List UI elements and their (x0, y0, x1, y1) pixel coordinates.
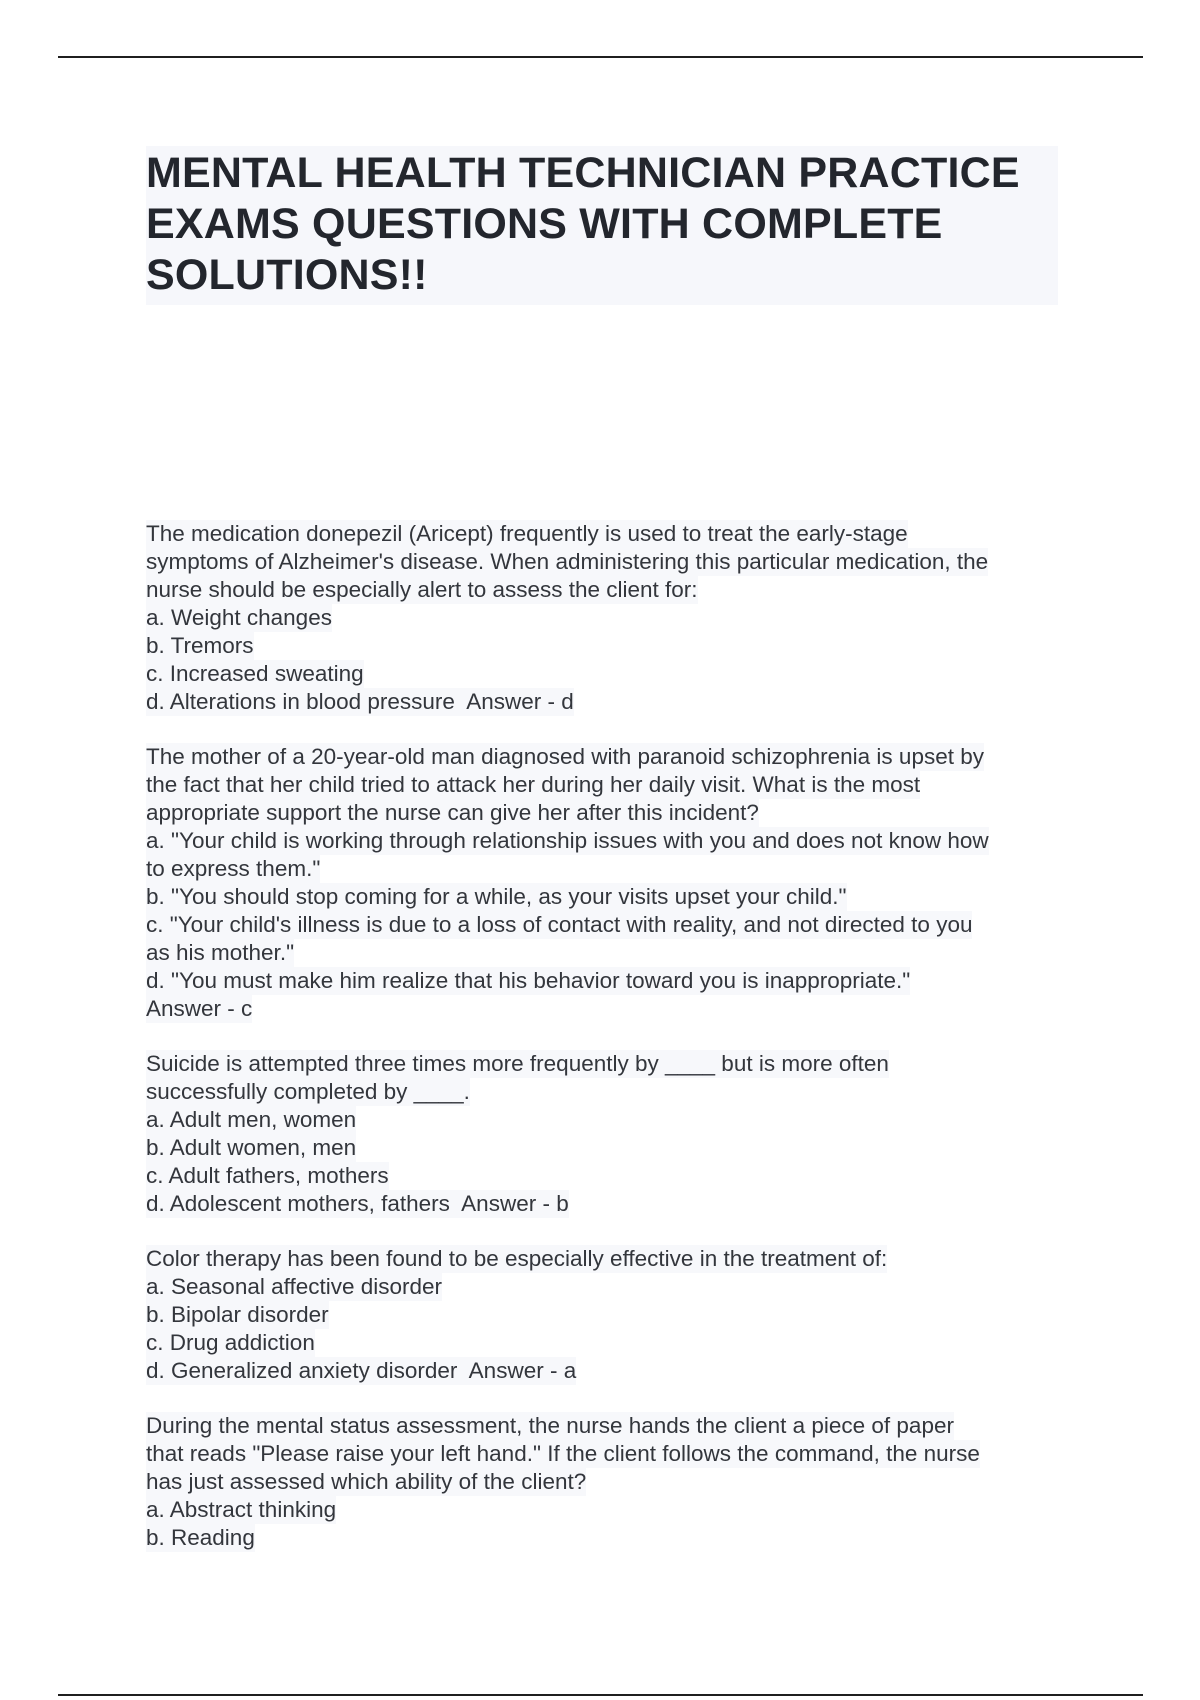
option-line: a. "Your child is working through relationship issues with you and does not know how (146, 828, 989, 853)
option-line: as his mother." (146, 940, 295, 965)
option-line: d. "You must make him realize that his behavior toward you is inappropriate." (146, 968, 911, 993)
option-line: b. Bipolar disorder (146, 1302, 329, 1327)
option-line: c. Drug addiction (146, 1330, 315, 1355)
question-line: During the mental status assessment, the nurse hands the client a piece of paper (146, 1413, 954, 1438)
question-5 (146, 1412, 1061, 1552)
question-line: appropriate support the nurse can give her after this incident? (146, 800, 759, 825)
option-line: a. Seasonal affective disorder (146, 1274, 443, 1299)
option-line: c. Increased sweating (146, 661, 364, 686)
question-line: successfully completed by ____. (146, 1079, 470, 1104)
question-line: that reads "Please raise your left hand." If the client follows the command, the nurse (146, 1441, 980, 1466)
question-line: Suicide is attempted three times more frequently by ____ but is more often (146, 1051, 889, 1076)
question-line: The mother of a 20-year-old man diagnosed with paranoid schizophrenia is upset by (146, 744, 984, 769)
option-line: b. Reading (146, 1525, 255, 1550)
question-line: has just assessed which ability of the client? (146, 1469, 587, 1494)
question-line: nurse should be especially alert to assess the client for: (146, 577, 698, 602)
question-3 (146, 1050, 1061, 1218)
option-line: b. Adult women, men (146, 1135, 357, 1160)
title-block (146, 146, 1058, 305)
answer-line: Answer - c (146, 996, 253, 1021)
option-line: b. "You should stop coming for a while, as your visits upset your child." (146, 884, 847, 909)
option-answer-line: d. Adolescent mothers, fathers Answer - b (146, 1191, 569, 1216)
question-1 (146, 520, 1061, 716)
option-answer-line: d. Alterations in blood pressure Answer - d (146, 689, 574, 714)
bottom-rule (58, 1694, 1143, 1696)
question-line: the fact that her child tried to attack her during her daily visit. What is the most (146, 772, 921, 797)
option-line: b. Tremors (146, 633, 254, 658)
option-line: c. "Your child's illness is due to a loss of contact with reality, and not directed to you (146, 912, 973, 937)
option-line: a. Adult men, women (146, 1107, 357, 1132)
option-line: to express them." (146, 856, 321, 881)
question-line: symptoms of Alzheimer's disease. When administering this particular medication, the (146, 549, 989, 574)
option-line: c. Adult fathers, mothers (146, 1163, 389, 1188)
question-2 (146, 743, 1061, 1023)
question-line: Color therapy has been found to be especially effective in the treatment of: (146, 1246, 888, 1271)
option-answer-line: d. Generalized anxiety disorder Answer - a (146, 1358, 577, 1383)
question-list (146, 520, 1061, 1579)
top-rule (58, 56, 1143, 58)
question-line: The medication donepezil (Aricept) frequently is used to treat the early-stage (146, 521, 908, 546)
question-4 (146, 1245, 1061, 1385)
document-title: MENTAL HEALTH TECHNICIAN PRACTICE EXAMS QUESTIONS WITH COMPLETE SOLUTIONS!! (146, 149, 1020, 299)
option-line: a. Abstract thinking (146, 1497, 337, 1522)
option-line: a. Weight changes (146, 605, 332, 630)
